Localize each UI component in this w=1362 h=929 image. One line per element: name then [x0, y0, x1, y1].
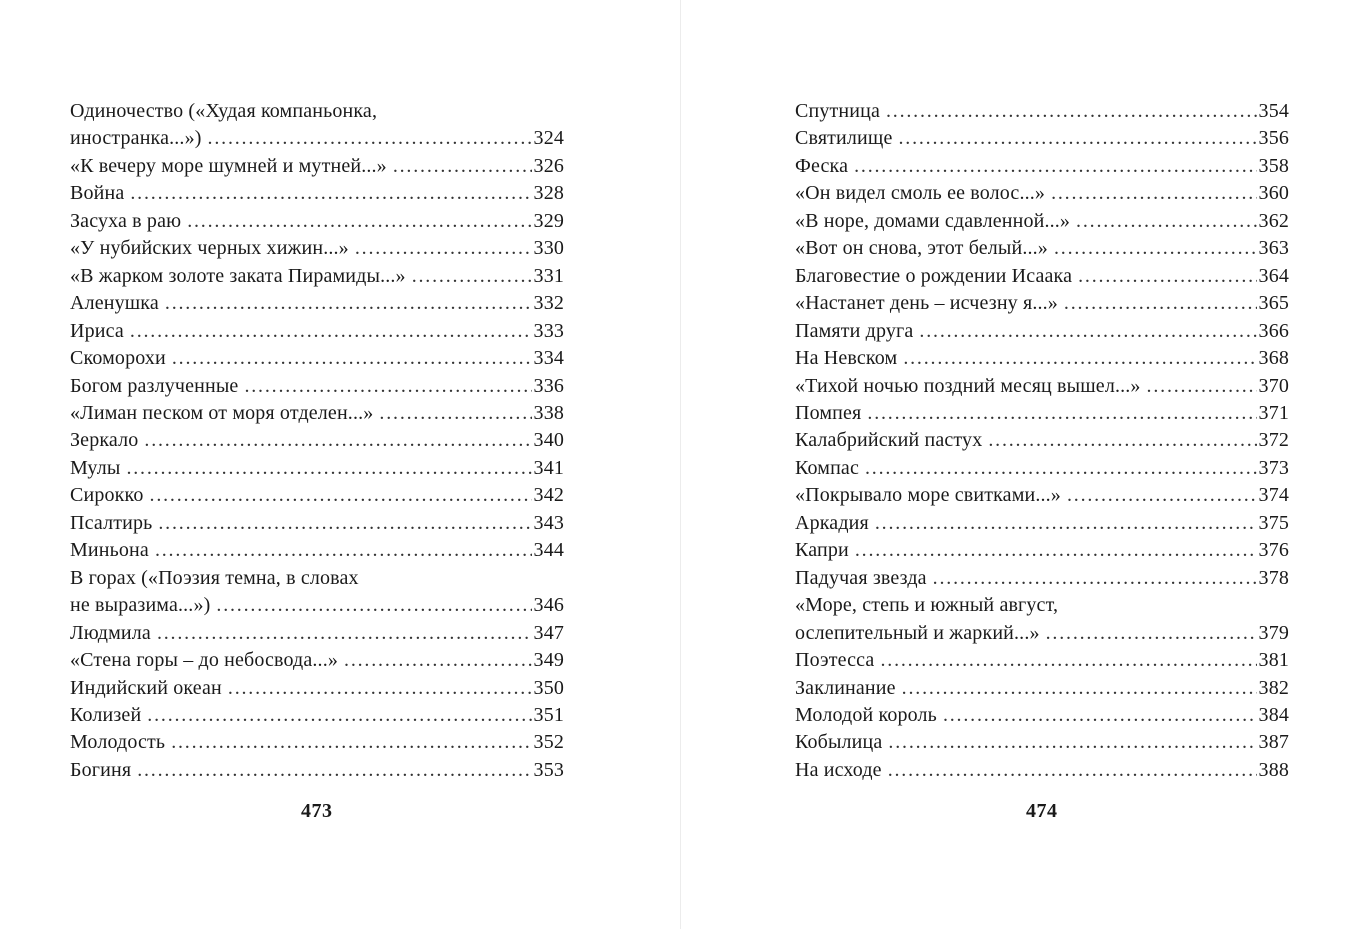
toc-entry: [70, 675, 564, 702]
toc-entry-title: Псалтирь: [70, 511, 153, 534]
dot-leader: [228, 675, 532, 702]
toc-entry-title-line: В горах («Поэзия темна, в словах: [70, 566, 359, 589]
toc-entry: [70, 235, 564, 262]
toc-entry-title: Засуха в раю: [70, 209, 182, 232]
dot-leader: [1147, 373, 1257, 400]
toc-entry-page: 368: [1258, 347, 1289, 370]
dot-leader: [988, 427, 1256, 454]
toc-entry-line: [70, 125, 564, 152]
dot-leader: [1051, 180, 1256, 207]
dot-leader: [1046, 620, 1257, 647]
toc-entry-title: Миньона: [70, 539, 149, 562]
toc-entry: [795, 180, 1289, 207]
dot-leader: [933, 565, 1257, 592]
toc-entry-line: [795, 565, 1289, 592]
toc-entry-title: Аленушка: [70, 292, 159, 315]
toc-entry-title: На исходе: [795, 758, 882, 781]
dot-leader: [150, 482, 532, 509]
dot-leader: [412, 263, 532, 290]
toc-entry-page: 343: [533, 511, 564, 534]
toc-entry: [795, 153, 1289, 180]
toc-entry-title: «Лиман песком от моря отделен...»: [70, 401, 374, 424]
toc-entry-line: [795, 235, 1289, 262]
toc-entry-title: Индийский океан: [70, 676, 222, 699]
toc-entry-title-line: Одиночество («Худая компаньонка,: [70, 100, 378, 122]
toc-entry-title: На Невском: [795, 347, 898, 370]
toc-entry-line: [795, 153, 1289, 180]
toc-entry: [70, 729, 564, 756]
dot-leader: [865, 455, 1257, 482]
page-number-right: 474: [1026, 800, 1058, 822]
toc-entry-title: «Покрывало море свитками...»: [795, 484, 1061, 507]
toc-entry-page: 388: [1258, 758, 1289, 781]
toc-entry-line: [70, 675, 564, 702]
toc-entry-title: «Он видел смоль ее волос...»: [795, 182, 1046, 205]
toc-entry-title: Капри: [795, 539, 849, 562]
toc-entry-page: 366: [1258, 319, 1289, 342]
toc-entry-line: [795, 510, 1289, 537]
toc-entry-line: [795, 98, 1289, 125]
toc-entry-page: 353: [533, 758, 564, 781]
toc-entry: [795, 427, 1289, 454]
toc-entry-page: 330: [533, 237, 564, 260]
toc-entry-line: [795, 675, 1289, 702]
toc-entry-page: 341: [533, 456, 564, 479]
toc-entry: [70, 180, 564, 207]
toc-entry: [70, 98, 564, 153]
toc-entry-line: [795, 620, 1289, 647]
dot-leader: [903, 345, 1256, 372]
toc-entry-page: 363: [1258, 237, 1289, 260]
toc-entry: [70, 208, 564, 235]
toc-entry: [795, 318, 1289, 345]
toc-entry-line: [70, 729, 564, 756]
dot-leader: [344, 647, 532, 674]
toc-entry-line: [795, 537, 1289, 564]
toc-entry-title: Кобылица: [795, 731, 883, 754]
toc-entry-title: «В норе, домами сдавленной...»: [795, 209, 1071, 232]
toc-entry: [70, 263, 564, 290]
toc-entry-page: 356: [1258, 127, 1289, 150]
toc-entry-title: не выразима...»): [70, 594, 211, 617]
toc-entry-title: Поэтесса: [795, 649, 875, 672]
toc-entry-page: 381: [1258, 649, 1289, 672]
dot-leader: [854, 153, 1256, 180]
dot-leader: [902, 675, 1257, 702]
dot-leader: [379, 400, 531, 427]
toc-entry-title: «У нубийских черных хижин...»: [70, 237, 349, 260]
toc-entry: [795, 729, 1289, 756]
toc-entry: [70, 455, 564, 482]
dot-leader: [855, 537, 1257, 564]
toc-entry: [70, 345, 564, 372]
dot-leader: [1078, 263, 1256, 290]
toc-entry-page: 372: [1258, 429, 1289, 452]
right-page: [681, 0, 1362, 929]
toc-entry-line: [795, 373, 1289, 400]
toc-entry-line: [795, 318, 1289, 345]
toc-entry-page: 332: [533, 292, 564, 315]
toc-entry-line: [795, 125, 1289, 152]
dot-leader: [187, 208, 531, 235]
toc-entry-title: Богом разлученные: [70, 374, 239, 397]
toc-entry-title: «Настанет день – исчезну я...»: [795, 292, 1058, 315]
dot-leader: [137, 757, 531, 784]
toc-entry-page: 336: [533, 374, 564, 397]
toc-entry-title: Падучая звезда: [795, 566, 927, 589]
toc-entry-page: 374: [1258, 484, 1289, 507]
dot-leader: [208, 125, 532, 152]
toc-entry-title: Зеркало: [70, 429, 139, 452]
toc-entry-line: [70, 208, 564, 235]
toc-entry-line: [70, 263, 564, 290]
dot-leader: [155, 537, 532, 564]
toc-entry-title: Спутница: [795, 100, 880, 122]
toc-entry-title: Феска: [795, 154, 849, 177]
dot-leader: [393, 153, 532, 180]
toc-entry: [795, 482, 1289, 509]
toc-entry: [70, 400, 564, 427]
dot-leader: [144, 427, 531, 454]
toc-entry-page: 373: [1258, 456, 1289, 479]
dot-leader: [355, 235, 532, 262]
toc-entry-title: Мулы: [70, 456, 121, 479]
toc-entry-title: Компас: [795, 456, 859, 479]
toc-entry: [795, 565, 1289, 592]
dot-leader: [172, 345, 532, 372]
toc-entry-line: [70, 482, 564, 509]
dot-leader: [126, 455, 531, 482]
toc-entry-page: 328: [533, 182, 564, 205]
toc-entry-line: [795, 757, 1289, 784]
dot-leader: [1054, 235, 1257, 262]
toc-entry-page: 351: [533, 703, 564, 726]
toc-entry-line: [70, 702, 564, 729]
dot-leader: [886, 98, 1257, 125]
toc-entry: [795, 400, 1289, 427]
toc-entry-page: 358: [1258, 154, 1289, 177]
toc-entry-page: 379: [1258, 621, 1289, 644]
toc-entry: [795, 757, 1289, 784]
toc-entry-page: 371: [1258, 401, 1289, 424]
dot-leader: [898, 125, 1256, 152]
dot-leader: [216, 592, 531, 619]
dot-leader: [130, 180, 531, 207]
toc-entry-title: Людмила: [70, 621, 151, 644]
dot-leader: [867, 400, 1256, 427]
dot-leader: [1064, 290, 1257, 317]
toc-entry: [70, 757, 564, 784]
toc-entry: [795, 290, 1289, 317]
toc-entry-line: [70, 592, 564, 619]
toc-entry-line: [795, 290, 1289, 317]
toc-entry-page: 331: [533, 264, 564, 287]
toc-entry-title: Молодость: [70, 731, 166, 754]
toc-entry: [795, 208, 1289, 235]
dot-leader: [888, 757, 1257, 784]
toc-entry-line: [795, 208, 1289, 235]
toc-entry-title: Скоморохи: [70, 347, 166, 370]
toc-entry-page: 384: [1258, 703, 1289, 726]
toc-entry-page: 334: [533, 347, 564, 370]
toc-entry: [70, 702, 564, 729]
dot-leader: [943, 702, 1257, 729]
toc-entry: [795, 345, 1289, 372]
toc-entry-page: 375: [1258, 511, 1289, 534]
toc-entry: [70, 153, 564, 180]
dot-leader: [158, 510, 531, 537]
toc-entry: [795, 702, 1289, 729]
toc-entry-line: [795, 482, 1289, 509]
toc-entry-line: [70, 647, 564, 674]
toc-entry-title: Колизей: [70, 703, 142, 726]
toc-entry-page: 333: [533, 319, 564, 342]
dot-leader: [171, 729, 531, 756]
toc-entry: [795, 647, 1289, 674]
toc-entry: [795, 537, 1289, 564]
toc-entry-line: [70, 620, 564, 647]
toc-entry-title: Сирокко: [70, 484, 144, 507]
toc-entry: [795, 263, 1289, 290]
toc-entry-title-line: «Море, степь и южный август,: [795, 594, 1059, 617]
toc-entry: [70, 565, 564, 620]
toc-entry-line: [70, 427, 564, 454]
toc-entry-line: [795, 180, 1289, 207]
toc-entry-title: Война: [70, 182, 125, 205]
dot-leader: [880, 647, 1256, 674]
dot-leader: [888, 729, 1256, 756]
toc-entry-title: Благовестие о рождении Исаака: [795, 264, 1073, 287]
toc-entry-page: 387: [1258, 731, 1289, 754]
toc-entry-line: [795, 345, 1289, 372]
page-number-left: 473: [301, 800, 333, 822]
toc-entry-page: 324: [533, 127, 564, 150]
toc-entry-page: 347: [533, 621, 564, 644]
toc-entry-title: Помпея: [795, 401, 862, 424]
toc-entry-title: Ириса: [70, 319, 124, 342]
toc-entry-page: 365: [1258, 292, 1289, 315]
toc-entry-page: 342: [533, 484, 564, 507]
toc-entry: [795, 455, 1289, 482]
toc-entry-page: 352: [533, 731, 564, 754]
toc-entry-line: [70, 757, 564, 784]
dot-leader: [157, 620, 532, 647]
table-of-contents-left: [70, 98, 564, 784]
toc-entry-title: Святилище: [795, 127, 893, 150]
toc-entry: [795, 675, 1289, 702]
toc-entry: [70, 482, 564, 509]
toc-entry-title: «К вечеру море шумней и мутней...»: [70, 154, 387, 177]
dot-leader: [875, 510, 1257, 537]
dot-leader: [165, 290, 532, 317]
toc-entry-page: 360: [1258, 182, 1289, 205]
toc-entry-page: 378: [1258, 566, 1289, 589]
toc-entry: [795, 235, 1289, 262]
toc-entry-line: [70, 345, 564, 372]
toc-entry: [795, 98, 1289, 125]
toc-entry-page: 326: [533, 154, 564, 177]
toc-entry-title: Аркадия: [795, 511, 869, 534]
toc-entry: [70, 647, 564, 674]
toc-entry-page: 344: [533, 539, 564, 562]
toc-entry-line: [795, 427, 1289, 454]
toc-entry: [70, 620, 564, 647]
toc-entry-page: 362: [1258, 209, 1289, 232]
toc-entry-page: 364: [1258, 264, 1289, 287]
toc-entry: [795, 510, 1289, 537]
toc-entry-page: 349: [533, 649, 564, 672]
toc-entry-title: «Тихой ночью поздний месяц вышел...»: [795, 374, 1141, 397]
toc-entry: [70, 373, 564, 400]
toc-entry-page: 338: [533, 401, 564, 424]
toc-entry-page: 329: [533, 209, 564, 232]
toc-entry: [70, 537, 564, 564]
toc-entry-title: Заклинание: [795, 676, 896, 699]
toc-entry: [70, 318, 564, 345]
toc-entry-line: [70, 537, 564, 564]
dot-leader: [147, 702, 531, 729]
toc-entry-page: 370: [1258, 374, 1289, 397]
toc-entry-title: Богиня: [70, 758, 132, 781]
toc-entry: [70, 510, 564, 537]
toc-entry: [70, 290, 564, 317]
left-page: [0, 0, 680, 929]
toc-entry-title: «Вот он снова, этот белый...»: [795, 237, 1048, 260]
toc-entry: [70, 427, 564, 454]
toc-entry-page: 382: [1258, 676, 1289, 699]
toc-entry-title: иностранка...»): [70, 127, 202, 150]
toc-entry: [795, 592, 1289, 647]
toc-entry-line: [795, 702, 1289, 729]
toc-entry-page: 346: [533, 594, 564, 617]
toc-entry: [795, 125, 1289, 152]
dot-leader: [244, 373, 531, 400]
toc-entry-line: [70, 373, 564, 400]
toc-entry-line: [70, 290, 564, 317]
dot-leader: [1067, 482, 1257, 509]
toc-entry-title: «Стена горы – до небосвода...»: [70, 649, 339, 672]
toc-entry-line: [795, 400, 1289, 427]
toc-entry-page: 354: [1258, 100, 1289, 122]
toc-entry-title: ослепительный и жаркий...»: [795, 621, 1040, 644]
toc-entry-line: [70, 235, 564, 262]
toc-entry-line: [70, 510, 564, 537]
toc-entry-line: [70, 400, 564, 427]
dot-leader: [919, 318, 1256, 345]
toc-entry-line: [70, 180, 564, 207]
toc-entry-title: Молодой король: [795, 703, 937, 726]
toc-entry-title: «В жарком золоте заката Пирамиды...»: [70, 264, 406, 287]
toc-entry-line: [795, 455, 1289, 482]
toc-entry-page: 340: [533, 429, 564, 452]
toc-entry-line: [70, 455, 564, 482]
toc-entry-line: [795, 729, 1289, 756]
dot-leader: [130, 318, 532, 345]
toc-entry-line: [70, 153, 564, 180]
toc-entry-line: [795, 263, 1289, 290]
toc-entry-line: [795, 647, 1289, 674]
toc-entry-page: 376: [1258, 539, 1289, 562]
toc-entry-page: 350: [533, 676, 564, 699]
toc-entry: [795, 373, 1289, 400]
dot-leader: [1076, 208, 1257, 235]
toc-entry-line: [70, 318, 564, 345]
toc-entry-title: Калабрийский пастух: [795, 429, 983, 452]
table-of-contents-right: [795, 98, 1289, 784]
toc-entry-title: Памяти друга: [795, 319, 914, 342]
